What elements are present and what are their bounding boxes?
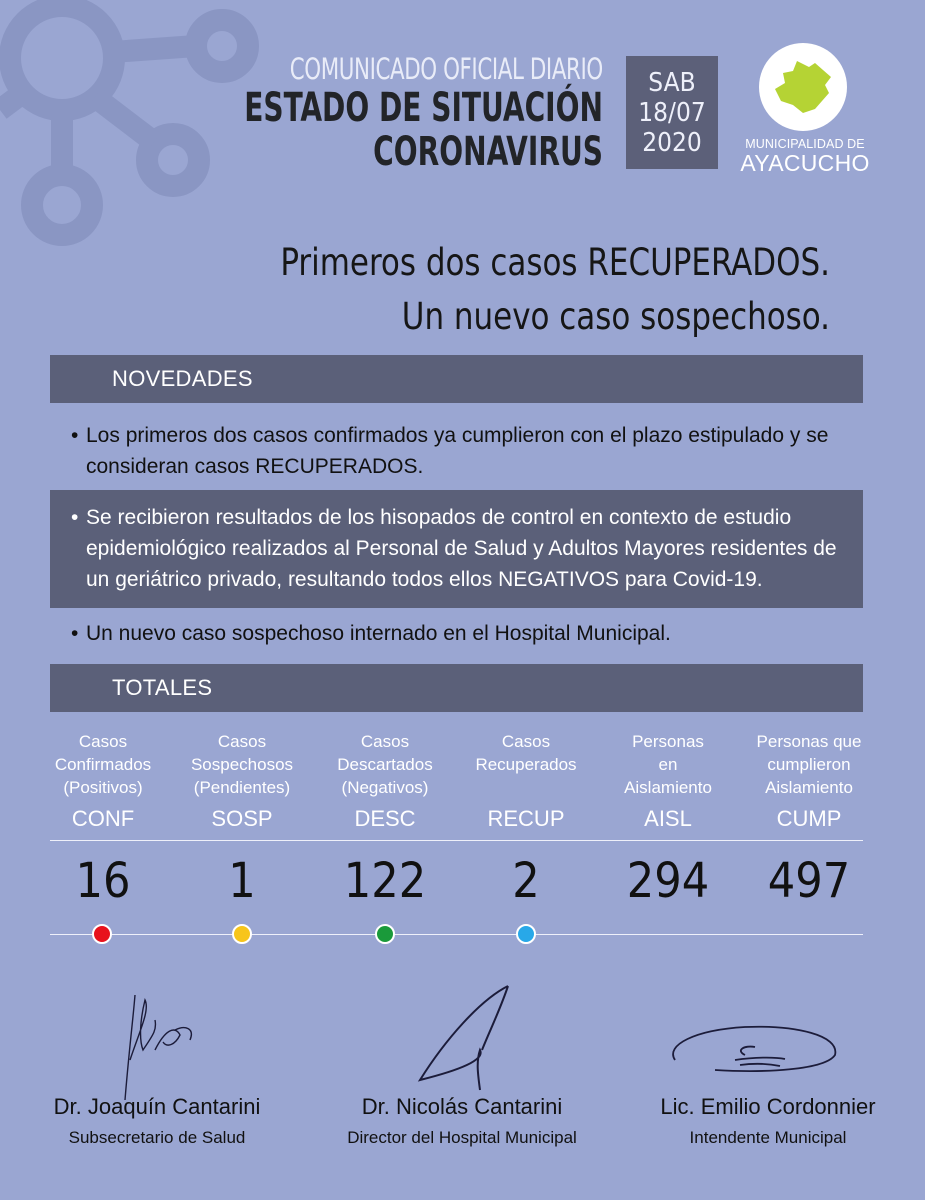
stat-label-line: Aislamiento xyxy=(624,778,712,797)
stat-label-line: Personas que xyxy=(756,732,862,751)
headline-line1: Primeros dos casos RECUPERADOS. xyxy=(280,241,830,284)
date-box xyxy=(626,56,718,169)
ayacucho-map-icon xyxy=(759,43,847,131)
bullet: • xyxy=(71,506,79,529)
stat-cump xyxy=(744,730,874,909)
stat-code: RECUP xyxy=(487,806,565,831)
stat-label-line: (Pendientes) xyxy=(193,778,291,797)
novedad-text-3: Un nuevo caso sospechoso internado en el Hospital Municipal. xyxy=(86,622,671,645)
date-daymonth: 18/07 xyxy=(638,98,706,128)
status-dot-yellow xyxy=(232,924,252,944)
signature-emilio xyxy=(655,1015,845,1085)
stat-label-line: Descartados xyxy=(337,755,433,774)
stat-recup xyxy=(461,730,591,909)
signature-nicolas xyxy=(400,980,520,1095)
stat-sosp xyxy=(177,730,307,909)
header-title-line1: ESTADO DE SITUACIÓN xyxy=(244,85,603,131)
novedad-item-highlight xyxy=(50,490,863,608)
date-year: 2020 xyxy=(642,128,702,158)
stat-label xyxy=(744,730,874,804)
stat-value: 294 xyxy=(626,853,710,909)
stat-label-line: Casos xyxy=(360,732,410,751)
stat-value: 1 xyxy=(228,853,256,909)
divider-top xyxy=(50,840,863,841)
stat-label-line: Casos xyxy=(217,732,267,751)
signer-name-2: Dr. Nicolás Cantarini xyxy=(361,1094,563,1119)
divider-bottom xyxy=(50,934,863,935)
stat-code: DESC xyxy=(354,806,416,831)
stat-label xyxy=(38,730,168,804)
signature-joaquin xyxy=(95,990,205,1110)
stat-code: SOSP xyxy=(211,806,273,831)
stat-value: 122 xyxy=(343,853,427,909)
stat-code: CONF xyxy=(71,806,135,831)
logo-text-municipalidad: MUNICIPALIDAD DE xyxy=(745,137,865,151)
municipality-logo xyxy=(759,43,847,131)
totales-bar: TOTALES xyxy=(50,664,863,712)
signer-role-1: Subsecretario de Salud xyxy=(68,1128,246,1147)
status-dot-green xyxy=(375,924,395,944)
stat-label-line: (Positivos) xyxy=(63,778,143,797)
stat-label-line: (Negativos) xyxy=(341,778,429,797)
date-day: SAB xyxy=(648,68,696,98)
novedad-text-2: Se recibieron resultados de los hisopados de control en contexto de estudio epidemiológico realizados al Personal de Salud y Adultos Mayores residentes de un geriátrico privado, resultando todos ellos NEGATIVOS para Covid-19. xyxy=(86,506,837,591)
bullet: • xyxy=(71,622,79,645)
stat-desc xyxy=(320,730,450,909)
signer-role-3: Intendente Municipal xyxy=(689,1128,847,1147)
stat-label-line: Personas xyxy=(632,732,704,751)
stat-code: AISL xyxy=(644,806,692,831)
stat-label xyxy=(461,730,591,804)
header-title xyxy=(244,86,603,174)
stat-label-line: Casos xyxy=(78,732,128,751)
signer-role-2: Director del Hospital Municipal xyxy=(347,1128,577,1147)
header-subtitle: COMUNICADO OFICIAL DIARIO xyxy=(289,52,603,86)
stat-label-line: Recuperados xyxy=(475,755,577,774)
stat-label-line: Confirmados xyxy=(54,755,152,774)
status-dot-blue xyxy=(516,924,536,944)
header-title-line2: CORONAVIRUS xyxy=(373,129,603,175)
stat-label xyxy=(320,730,450,804)
novedad-item xyxy=(50,618,863,649)
logo-text-ayacucho: AYACUCHO xyxy=(740,150,870,176)
headline xyxy=(280,236,830,344)
stat-label xyxy=(177,730,307,804)
signer-name-1: Dr. Joaquín Cantarini xyxy=(53,1094,261,1119)
signer-name-3: Lic. Emilio Cordonnier xyxy=(660,1094,876,1119)
headline-line2: Un nuevo caso sospechoso. xyxy=(401,295,830,338)
stat-label xyxy=(603,730,733,804)
novedad-item xyxy=(50,420,863,482)
virus-decoration-icon xyxy=(0,0,280,260)
novedades-bar: NOVEDADES xyxy=(50,355,863,403)
bullet: • xyxy=(71,424,79,447)
stat-code: CUMP xyxy=(776,806,842,831)
stat-label-line: en xyxy=(658,755,678,774)
status-dot-red xyxy=(92,924,112,944)
stat-label-line: cumplieron xyxy=(767,755,851,774)
stat-aisl xyxy=(603,730,733,909)
stat-value: 2 xyxy=(512,853,540,909)
stat-value: 16 xyxy=(75,853,131,909)
stat-label-line: Sospechosos xyxy=(190,755,294,774)
stat-label-line: Casos xyxy=(501,732,551,751)
stat-label-line: Aislamiento xyxy=(765,778,853,797)
stat-conf xyxy=(38,730,168,909)
stat-value: 497 xyxy=(767,853,851,909)
novedad-text-1: Los primeros dos casos confirmados ya cumplieron con el plazo estipulado y se consideran casos RECUPERADOS. xyxy=(86,424,829,478)
